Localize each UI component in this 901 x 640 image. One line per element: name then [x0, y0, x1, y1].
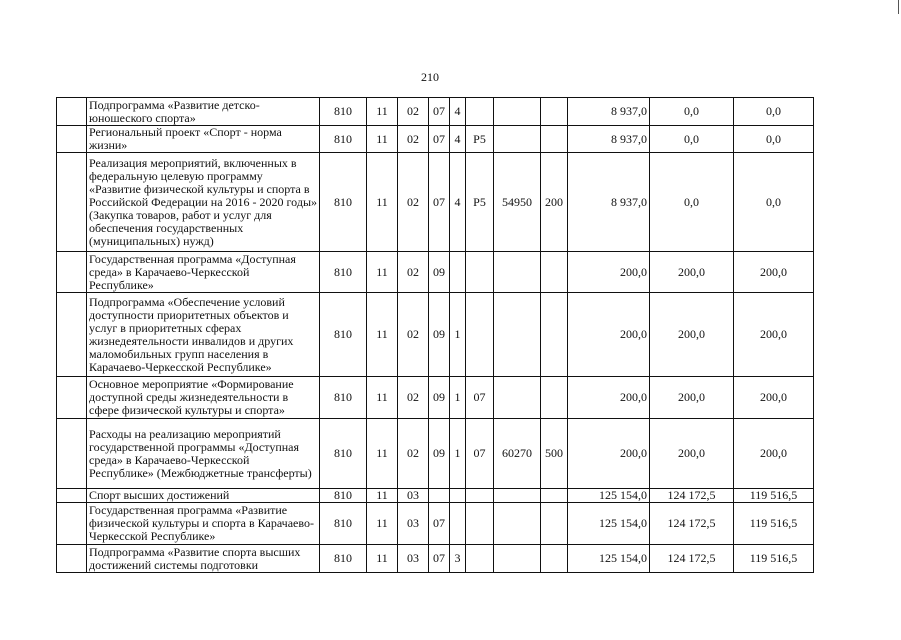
row-event-code [466, 293, 494, 377]
row-section-code: 11 [367, 503, 398, 545]
row-subsection-code: 02 [398, 252, 429, 293]
row-program-code: 07 [429, 153, 450, 252]
row-section-code: 11 [367, 98, 398, 126]
row-program-code: 09 [429, 293, 450, 377]
row-subprogram-code: 3 [450, 545, 466, 573]
row-ved-code: 810 [320, 503, 367, 545]
row-subsection-code: 02 [398, 126, 429, 153]
row-margin-cell [57, 503, 87, 545]
row-program-code [429, 489, 450, 503]
row-expense-type-code: 200 [541, 153, 568, 252]
row-subprogram-code: 1 [450, 419, 466, 489]
row-name: Подпрограмма «Развитие спорта высших достижений системы подготовки [87, 545, 320, 573]
row-amount-3: 119 516,5 [734, 489, 814, 503]
row-section-code: 11 [367, 252, 398, 293]
row-ved-code: 810 [320, 419, 367, 489]
row-ved-code: 810 [320, 545, 367, 573]
row-margin-cell [57, 98, 87, 126]
row-amount-2: 0,0 [650, 98, 734, 126]
budget-table [56, 97, 814, 573]
row-direction-code [494, 377, 541, 419]
row-program-code: 07 [429, 126, 450, 153]
row-amount-3: 200,0 [734, 252, 814, 293]
row-name: Спорт высших достижений [87, 489, 320, 503]
row-event-code: P5 [466, 126, 494, 153]
row-amount-2: 124 172,5 [650, 503, 734, 545]
row-direction-code [494, 293, 541, 377]
row-expense-type-code [541, 377, 568, 419]
row-name: Реализация мероприятий, включенных в федеральную целевую программу «Развитие физической культуры и спорта в Российской Федерации на 2016 - 2020 годы» (Закупка товаров, работ и услуг для обеспечения государственных (муниципальных) нужд) [87, 153, 320, 252]
row-amount-1: 200,0 [568, 377, 650, 419]
row-event-code [466, 252, 494, 293]
row-ved-code: 810 [320, 252, 367, 293]
row-amount-1: 125 154,0 [568, 489, 650, 503]
row-margin-cell [57, 252, 87, 293]
row-subsection-code: 02 [398, 419, 429, 489]
row-event-code [466, 489, 494, 503]
row-expense-type-code [541, 545, 568, 573]
row-margin-cell [57, 545, 87, 573]
row-section-code: 11 [367, 293, 398, 377]
row-margin-cell [57, 489, 87, 503]
row-expense-type-code: 500 [541, 419, 568, 489]
row-amount-2: 200,0 [650, 293, 734, 377]
row-subprogram-code [450, 503, 466, 545]
row-expense-type-code [541, 126, 568, 153]
row-direction-code [494, 98, 541, 126]
table-row [57, 489, 814, 503]
row-ved-code: 810 [320, 153, 367, 252]
row-expense-type-code [541, 98, 568, 126]
table-row [57, 419, 814, 489]
row-margin-cell [57, 126, 87, 153]
row-section-code: 11 [367, 545, 398, 573]
page-number: 210 [421, 70, 439, 84]
row-subsection-code: 02 [398, 293, 429, 377]
row-name: Расходы на реализацию мероприятий государственной программы «Доступная среда» в Карачаево-Черкесской Республике» (Межбюджетные трансферты) [87, 419, 320, 489]
row-event-code [466, 545, 494, 573]
row-margin-cell [57, 153, 87, 252]
row-event-code: 07 [466, 377, 494, 419]
row-margin-cell [57, 419, 87, 489]
row-amount-1: 200,0 [568, 293, 650, 377]
row-program-code: 07 [429, 503, 450, 545]
row-subsection-code: 02 [398, 377, 429, 419]
row-expense-type-code [541, 489, 568, 503]
row-direction-code [494, 545, 541, 573]
row-amount-2: 0,0 [650, 126, 734, 153]
row-amount-3: 0,0 [734, 98, 814, 126]
row-subsection-code: 03 [398, 545, 429, 573]
row-amount-1: 125 154,0 [568, 503, 650, 545]
row-subsection-code: 02 [398, 98, 429, 126]
row-amount-2: 124 172,5 [650, 489, 734, 503]
row-ved-code: 810 [320, 126, 367, 153]
row-program-code: 07 [429, 98, 450, 126]
row-amount-1: 8 937,0 [568, 126, 650, 153]
row-amount-3: 200,0 [734, 293, 814, 377]
row-subprogram-code: 1 [450, 377, 466, 419]
table-row [57, 126, 814, 153]
page-edge-mark [898, 0, 899, 14]
row-subprogram-code [450, 252, 466, 293]
table-row [57, 377, 814, 419]
row-direction-code: 54950 [494, 153, 541, 252]
row-amount-3: 119 516,5 [734, 545, 814, 573]
row-amount-3: 119 516,5 [734, 503, 814, 545]
table-row [57, 293, 814, 377]
row-section-code: 11 [367, 419, 398, 489]
table-row [57, 503, 814, 545]
row-event-code: P5 [466, 153, 494, 252]
row-name: Государственная программа «Доступная среда» в Карачаево-Черкесской Республике» [87, 252, 320, 293]
row-subprogram-code: 4 [450, 153, 466, 252]
row-name: Региональный проект «Спорт - норма жизни» [87, 126, 320, 153]
row-name: Государственная программа «Развитие физической культуры и спорта в Карачаево-Черкесской Республике» [87, 503, 320, 545]
row-amount-3: 0,0 [734, 153, 814, 252]
row-direction-code [494, 126, 541, 153]
row-subprogram-code: 1 [450, 293, 466, 377]
row-subsection-code: 02 [398, 153, 429, 252]
row-expense-type-code [541, 293, 568, 377]
row-amount-1: 8 937,0 [568, 98, 650, 126]
row-amount-3: 200,0 [734, 377, 814, 419]
row-event-code [466, 503, 494, 545]
row-direction-code: 60270 [494, 419, 541, 489]
row-margin-cell [57, 293, 87, 377]
row-amount-2: 200,0 [650, 252, 734, 293]
row-section-code: 11 [367, 377, 398, 419]
row-name: Основное мероприятие «Формирование доступной среды жизнедеятельности в сфере физической культуры и спорта» [87, 377, 320, 419]
row-amount-1: 200,0 [568, 419, 650, 489]
row-program-code: 09 [429, 377, 450, 419]
row-expense-type-code [541, 252, 568, 293]
row-amount-1: 8 937,0 [568, 153, 650, 252]
row-section-code: 11 [367, 153, 398, 252]
row-amount-2: 200,0 [650, 419, 734, 489]
row-ved-code: 810 [320, 293, 367, 377]
row-direction-code [494, 252, 541, 293]
row-margin-cell [57, 377, 87, 419]
row-subprogram-code: 4 [450, 98, 466, 126]
table-row [57, 252, 814, 293]
row-ved-code: 810 [320, 377, 367, 419]
row-subprogram-code: 4 [450, 126, 466, 153]
table-row [57, 545, 814, 573]
row-amount-2: 0,0 [650, 153, 734, 252]
row-event-code [466, 98, 494, 126]
row-amount-1: 200,0 [568, 252, 650, 293]
row-program-code: 09 [429, 419, 450, 489]
row-ved-code: 810 [320, 489, 367, 503]
row-program-code: 09 [429, 252, 450, 293]
row-expense-type-code [541, 503, 568, 545]
row-amount-1: 125 154,0 [568, 545, 650, 573]
row-amount-2: 124 172,5 [650, 545, 734, 573]
row-section-code: 11 [367, 489, 398, 503]
row-subsection-code: 03 [398, 503, 429, 545]
row-amount-2: 200,0 [650, 377, 734, 419]
row-amount-3: 200,0 [734, 419, 814, 489]
row-subsection-code: 03 [398, 489, 429, 503]
row-direction-code [494, 489, 541, 503]
row-ved-code: 810 [320, 98, 367, 126]
table-row [57, 98, 814, 126]
table-row [57, 153, 814, 252]
row-name: Подпрограмма «Обеспечение условий доступности приоритетных объектов и услуг в приоритетных сферах жизнедеятельности инвалидов и других маломобильных групп населения в Карачаево-Черкесской Республике» [87, 293, 320, 377]
row-amount-3: 0,0 [734, 126, 814, 153]
row-direction-code [494, 503, 541, 545]
row-section-code: 11 [367, 126, 398, 153]
row-program-code: 07 [429, 545, 450, 573]
row-name: Подпрограмма «Развитие детско-юношеского спорта» [87, 98, 320, 126]
row-event-code: 07 [466, 419, 494, 489]
row-subprogram-code [450, 489, 466, 503]
